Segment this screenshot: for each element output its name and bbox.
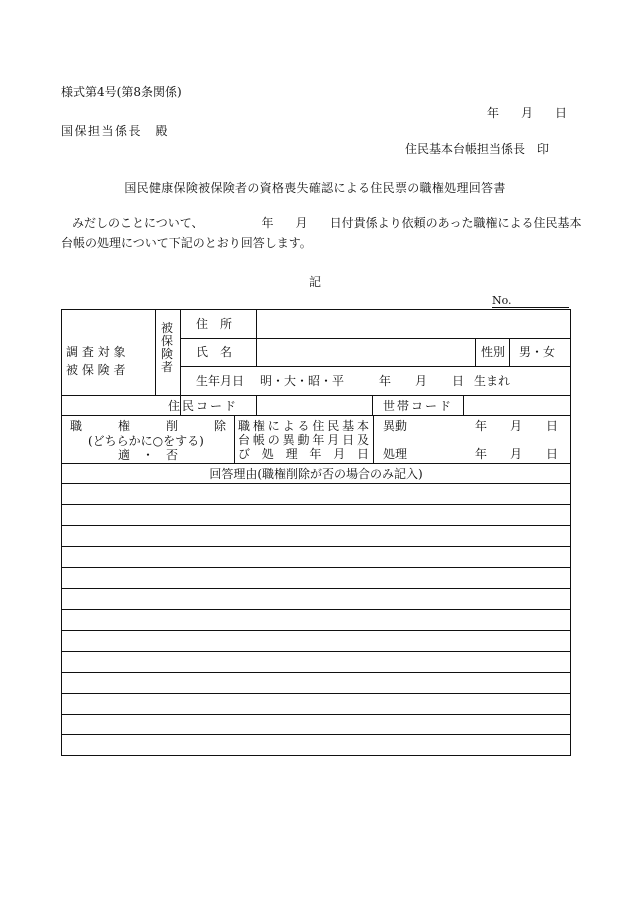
change-label-line2-text: 台帳の異動年月日及 [238, 433, 369, 447]
target-label-line1: 調 査 対 象 [66, 345, 126, 359]
date-month: 月 [521, 106, 534, 120]
era-options[interactable]: 明・大・昭・平 [260, 374, 345, 388]
reason-header: 回答理由(職権削除が否の場合のみ記入) [209, 467, 423, 481]
birth-suffix: 生まれ [474, 374, 511, 388]
number-field: No. [492, 295, 569, 308]
date-day: 日 [555, 106, 568, 120]
body-line-1-month: 月 [295, 216, 308, 230]
sender: 住民基本台帳担当係長 [405, 142, 526, 156]
body-line-1 [72, 217, 581, 229]
change-process-month: 月 [510, 447, 523, 461]
deletion-options[interactable] [118, 449, 178, 461]
body-line-1-a: みだしのことについて、 [72, 216, 204, 230]
reason-lines-area[interactable] [62, 485, 570, 754]
date-year: 年 [487, 106, 500, 120]
change-label-line1-text: 職権による住民基本 [238, 419, 369, 433]
birth-month: 月 [415, 374, 428, 388]
resident-code-label: 住民コード [168, 399, 239, 413]
change-label-line3 [238, 448, 369, 460]
change-process-day: 日 [546, 447, 559, 461]
change-move-month: 月 [510, 419, 523, 433]
ki-marker: 記 [308, 275, 321, 289]
change-label-line2 [238, 434, 369, 446]
sex-label: 性別 [481, 345, 506, 359]
change-move-year: 年 [475, 419, 488, 433]
address-label: 住 所 [196, 317, 233, 331]
deletion-label [70, 420, 226, 432]
name-field[interactable] [258, 340, 474, 366]
deletion-label-text: 職 権 削 除 [70, 419, 226, 433]
insured-vertical-label: 被保険者 [161, 321, 174, 374]
deletion-options-text: 適・否 [118, 448, 178, 462]
household-code-field[interactable] [465, 397, 569, 414]
body-line-1-year: 年 [261, 216, 274, 230]
body-line-1-b: 日付貴係より依頼のあった職権による住民基本 [329, 216, 582, 230]
change-move-label: 異動 [383, 419, 408, 433]
form-number: 様式第4号(第8条関係) [61, 85, 182, 99]
change-label-line1 [238, 420, 369, 432]
birth-day: 日 [452, 374, 465, 388]
birth-year: 年 [379, 374, 392, 388]
sender-line [405, 143, 549, 155]
change-move-day: 日 [546, 419, 559, 433]
date-line [487, 107, 567, 119]
addressee: 国保担当係長 殿 [61, 124, 170, 138]
address-field[interactable] [258, 311, 569, 337]
name-label: 氏 名 [196, 345, 233, 359]
household-code-label: 世帯コード [383, 399, 454, 413]
deletion-note: (どちらかに○をする) [88, 434, 204, 448]
resident-code-field[interactable] [258, 397, 371, 414]
body-line-2: 台帳の処理について下記のとおり回答します。 [61, 236, 312, 250]
seal-mark: 印 [537, 142, 550, 156]
change-process-label: 処理 [383, 447, 408, 461]
change-process-year: 年 [475, 447, 488, 461]
change-label-line3-text: び処理年月日 [238, 447, 369, 461]
birth-label: 生年月日 [196, 374, 245, 388]
document-title: 国民健康保険被保険者の資格喪失確認による住民票の職権処理回答書 [124, 181, 506, 195]
target-label-line2: 被 保 険 者 [66, 363, 126, 377]
sex-options[interactable]: 男・女 [519, 345, 556, 359]
